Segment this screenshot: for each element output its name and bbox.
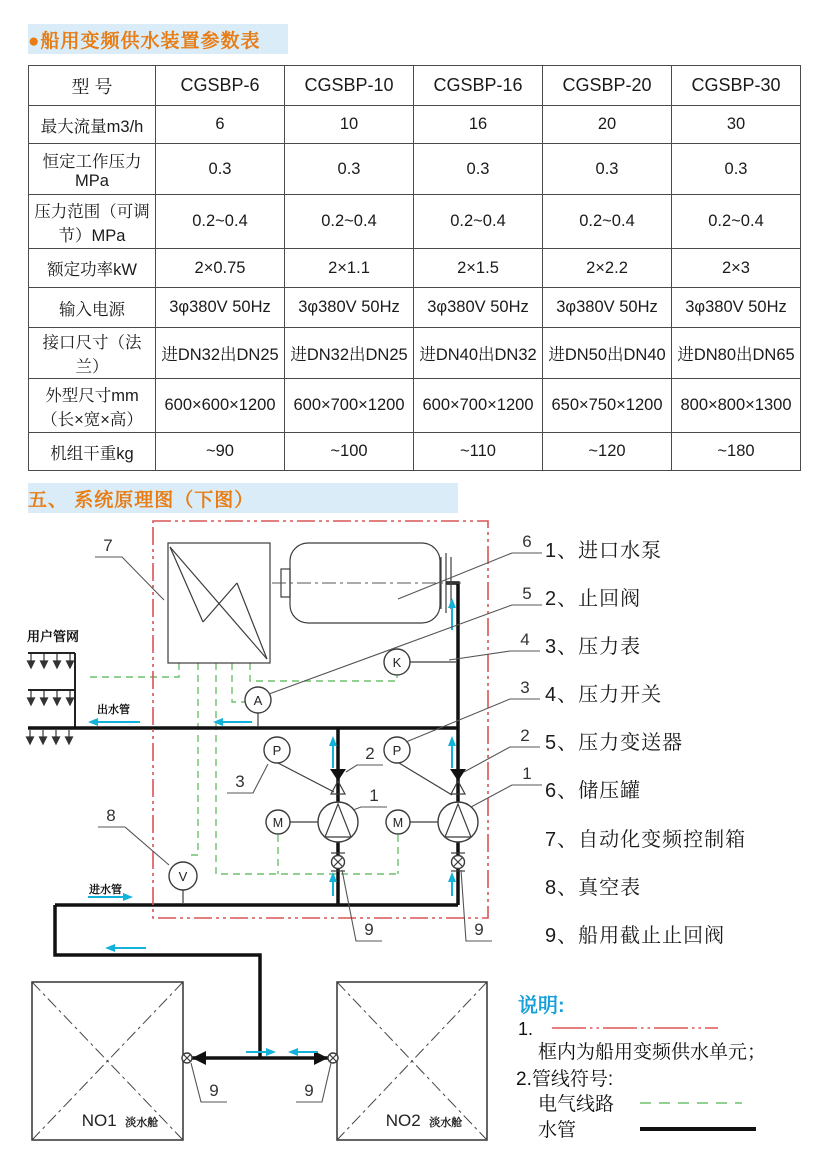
row-label: 输入电源	[29, 288, 156, 328]
outlet-pipe-label: 出水管	[97, 704, 130, 716]
tank-valve-1	[182, 1051, 206, 1065]
pump-1	[266, 802, 358, 842]
table-title-strip	[28, 24, 288, 54]
table-cell: ~90	[156, 433, 285, 471]
table-cell: 3φ380V 50Hz	[285, 288, 414, 328]
notes-heading: 说明:	[518, 995, 565, 1017]
table-cell: 0.2~0.4	[672, 195, 801, 249]
table-cell: 2×3	[672, 249, 801, 288]
table-row	[29, 144, 801, 195]
table-cell: 10	[285, 106, 414, 144]
table-cell: 0.2~0.4	[543, 195, 672, 249]
table-header-cell: CGSBP-30	[672, 66, 801, 106]
note-1-text: 框内为船用变频供水单元；	[538, 1042, 767, 1063]
gauge-a-label: A	[253, 693, 263, 708]
gauge-p1-label: P	[272, 743, 282, 758]
user-network-label: 用户管网	[27, 629, 80, 644]
electrical-lines	[88, 663, 400, 874]
stop-valve-2	[451, 853, 465, 871]
tank-1-type: 淡水舱	[125, 1117, 159, 1129]
table-cell: 3φ380V 50Hz	[414, 288, 543, 328]
callout-6: 6	[522, 532, 532, 551]
row-label: 机组干重kg	[29, 433, 156, 471]
tank-2-label	[386, 1111, 462, 1130]
table-cell: 0.3	[672, 144, 801, 195]
parameter-table	[28, 65, 801, 471]
table-cell: 进DN40出DN32	[414, 328, 543, 379]
table-cell: ~100	[285, 433, 414, 471]
note-2-label: 2.管线符号:	[516, 1069, 614, 1090]
table-cell: 0.2~0.4	[285, 195, 414, 249]
table-cell: 0.3	[156, 144, 285, 195]
legend-list	[545, 539, 746, 947]
table-cell: 2×1.1	[285, 249, 414, 288]
table-row	[29, 106, 801, 144]
table-header-cell: CGSBP-6	[156, 66, 285, 106]
row-label: 接口尺寸（法兰）	[29, 328, 156, 379]
water-pipe-label: 水管	[538, 1120, 577, 1141]
gauge-k	[384, 649, 456, 675]
table-cell: 3φ380V 50Hz	[156, 288, 285, 328]
gauge-p2-label: P	[392, 743, 402, 758]
table-row	[29, 288, 801, 328]
fresh-water-tank-1	[32, 982, 183, 1140]
table-cell: 0.3	[543, 144, 672, 195]
legend-item: 1、进口水泵	[545, 540, 663, 562]
callout-3-left: 3	[235, 772, 245, 791]
table-header-cell: CGSBP-20	[543, 66, 672, 106]
table-header-row	[29, 66, 801, 106]
motor-2-label: M	[392, 816, 404, 830]
callout-1: 1	[522, 764, 532, 783]
table-cell: 800×800×1300	[672, 379, 801, 433]
table-cell: 16	[414, 106, 543, 144]
table-cell: 2×2.2	[543, 249, 672, 288]
inlet-pipe-label: 进水管	[89, 884, 122, 896]
table-cell: 600×600×1200	[156, 379, 285, 433]
table-row	[29, 433, 801, 471]
fresh-water-tank-2	[337, 982, 487, 1140]
notes-section	[516, 994, 766, 1141]
unit-boundary-frame	[153, 521, 488, 918]
table-cell: 3φ380V 50Hz	[672, 288, 801, 328]
frequency-control-box	[168, 543, 270, 663]
legend-item: 9、船用截止止回阀	[545, 925, 726, 947]
section-title: 五、 系统原理图（下图）	[28, 489, 255, 511]
gauge-v-label: V	[178, 869, 188, 884]
row-label: 外型尺寸mm（长×宽×高）	[29, 379, 156, 433]
pump-2	[386, 802, 478, 842]
legend-item: 3、压力表	[545, 636, 642, 658]
section-title-strip	[28, 483, 458, 513]
table-cell: 进DN50出DN40	[543, 328, 672, 379]
table-cell: 0.3	[414, 144, 543, 195]
table-row	[29, 379, 801, 433]
gauge-p2	[384, 737, 452, 795]
table-cell: ~180	[672, 433, 801, 471]
table-cell: 600×700×1200	[414, 379, 543, 433]
row-label: 压力范围（可调节）MPa	[29, 195, 156, 249]
note-1-number: 1.	[518, 1019, 534, 1039]
pressure-tank	[272, 543, 462, 623]
system-schematic	[0, 515, 830, 1159]
callout-9a: 9	[364, 920, 374, 939]
callout-5: 5	[522, 584, 532, 603]
legend-item: 8、真空表	[545, 877, 642, 899]
table-cell: 30	[672, 106, 801, 144]
callout-2: 2	[520, 726, 530, 745]
gauge-p1	[264, 737, 334, 792]
table-cell: 0.2~0.4	[156, 195, 285, 249]
table-header-cell: 型 号	[29, 66, 156, 106]
table-row	[29, 249, 801, 288]
callout-4: 4	[520, 630, 530, 649]
table-cell: ~120	[543, 433, 672, 471]
callout-1-left: 1	[369, 786, 379, 805]
table-row	[29, 195, 801, 249]
table-cell: 20	[543, 106, 672, 144]
table-row	[29, 328, 801, 379]
tank-1-number: NO1	[81, 1111, 117, 1130]
table-cell: 2×1.5	[414, 249, 543, 288]
callout-2-left: 2	[365, 744, 375, 763]
table-cell: 650×750×1200	[543, 379, 672, 433]
table-cell: ~110	[414, 433, 543, 471]
table-cell: 0.2~0.4	[414, 195, 543, 249]
table-cell: 2×0.75	[156, 249, 285, 288]
tank-2-type: 淡水舱	[429, 1117, 463, 1129]
row-label: 最大流量m3/h	[29, 106, 156, 144]
tank-1-label	[82, 1111, 158, 1130]
table-cell: 0.3	[285, 144, 414, 195]
tank-valve-2	[314, 1051, 338, 1065]
gauge-k-label: K	[392, 655, 402, 670]
motor-1-label: M	[272, 816, 284, 830]
table-cell: 进DN32出DN25	[156, 328, 285, 379]
tank-2-number: NO2	[385, 1111, 421, 1130]
legend-item: 5、压力变送器	[545, 732, 684, 754]
callout-9c: 9	[209, 1081, 219, 1100]
table-header-cell: CGSBP-10	[285, 66, 414, 106]
legend-item: 7、自动化变频控制箱	[545, 829, 747, 851]
table-cell: 进DN80出DN65	[672, 328, 801, 379]
legend-item: 4、压力开关	[545, 684, 663, 706]
row-label: 恒定工作压力MPa	[29, 144, 156, 195]
legend-item: 2、止回阀	[545, 588, 642, 610]
row-label: 额定功率kW	[29, 249, 156, 288]
gauge-v	[169, 862, 197, 903]
table-header-cell: CGSBP-16	[414, 66, 543, 106]
legend-item: 6、储压罐	[545, 780, 642, 802]
callout-7: 7	[103, 536, 113, 555]
table-cell: 600×700×1200	[285, 379, 414, 433]
table-cell: 6	[156, 106, 285, 144]
table-cell: 进DN32出DN25	[285, 328, 414, 379]
stop-valve-1	[331, 853, 345, 871]
table-title: ●船用变频供水装置参数表	[28, 30, 261, 52]
table-cell: 3φ380V 50Hz	[543, 288, 672, 328]
callout-3: 3	[520, 678, 530, 697]
callout-9b: 9	[474, 920, 484, 939]
electrical-line-label: 电气线路	[538, 1094, 615, 1115]
callout-8: 8	[106, 806, 116, 825]
callout-9d: 9	[304, 1081, 314, 1100]
